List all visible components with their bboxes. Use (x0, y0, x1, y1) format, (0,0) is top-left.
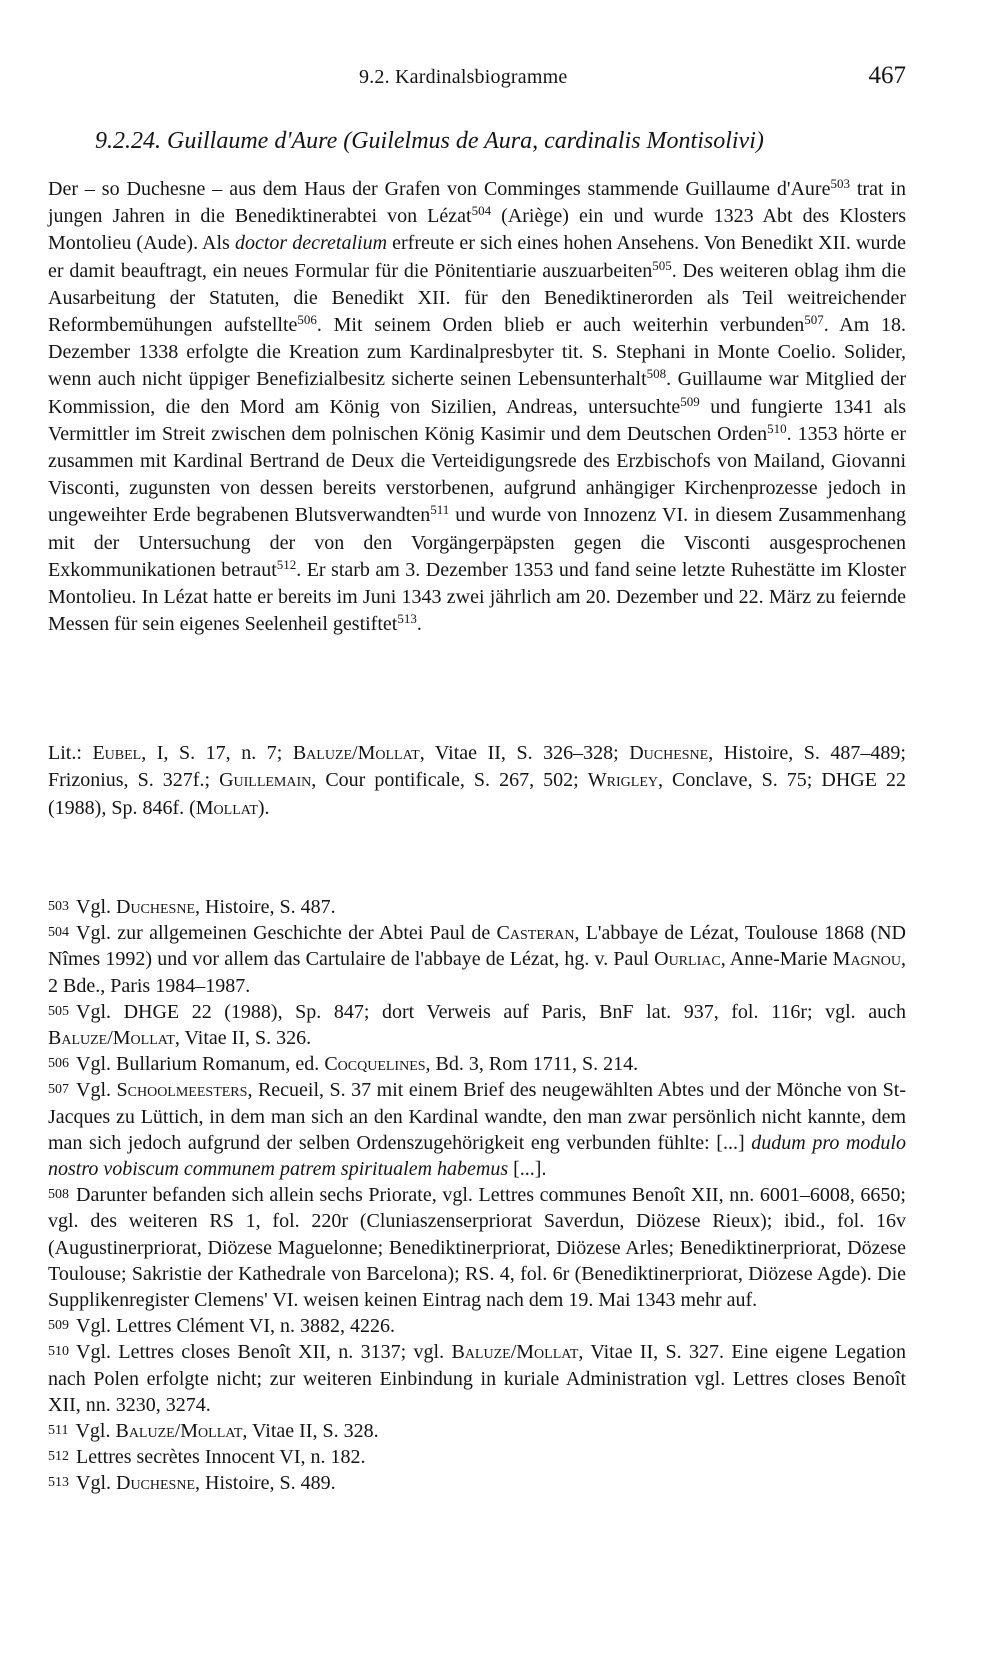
author-name: Duchesne (116, 1472, 196, 1495)
section-title: Guillaume d'Aure (Guilelmus de Aura, cardinalis Montisolivi) (167, 128, 764, 154)
literature-text: , Conclave, S. 75; DHGE 22 (1988), Sp. 846f. ( (48, 769, 906, 819)
footnote-list (48, 894, 906, 1497)
footnote-number: 507 (48, 1082, 69, 1098)
footnote-509 (48, 1313, 906, 1339)
footnote-ref-504[interactable]: 504 (471, 203, 492, 219)
author-name: Baluze/Mollat (451, 1341, 579, 1364)
author-name: Baluze/Mollat (48, 1027, 175, 1050)
body-text: . Am 18. Dezember 1338 erfolgte die Kreation zum Kardinalpresbyter tit. S. Stephani in Monte Coelio. Solider, wenn auch nicht üppiger Benefizialbesitz sicherte seinen Lebensunterhalt (48, 314, 906, 391)
author-name: Wrigley (587, 769, 658, 792)
literature-label: Lit.: (48, 742, 93, 764)
footnote-text: , Histoire, S. 487. (195, 896, 336, 918)
body-text: . (416, 613, 422, 636)
footnote-505 (48, 999, 906, 1051)
body-text: und wurde von Innozenz VI. in diesem Zusammenhang mit der Untersuchung der von den Vorgängerpäpsten gegen die Visconti ausgesprochenen Exkommunikationen betraut (48, 504, 906, 581)
footnote-number: 508 (48, 1187, 69, 1203)
author-name: Ourliac (654, 948, 721, 971)
body-text: . 1353 hörte er zusammen mit Kardinal Bertrand de Deux die Verteidigungsrede des Erzbischofs von Mailand, Giovanni Visconti, zugunsten von dessen bereits verstorbenen, aufgrund anhängiger Kirchenprozesse jedoch in ungeweihter Erde begrabenen Blutsverwandten (48, 422, 906, 527)
author-name: Guillemain (219, 769, 312, 792)
footnote-text: , Vitae II, S. 326. (174, 1027, 312, 1050)
footnote-text: Vgl. (76, 1079, 117, 1102)
body-paragraph (48, 176, 906, 638)
footnote-text: Vgl. Bullarium Romanum, ed. (76, 1053, 325, 1076)
author-name: Cocquelines (324, 1053, 426, 1076)
footnote-510 (48, 1339, 906, 1418)
latin-quote: dudum pro modulo nostro vobiscum communem patrem spiritualem habemus (48, 1131, 906, 1181)
footnote-number: 509 (48, 1318, 69, 1334)
footnote-text: , 2 Bde., Paris 1984–1987. (48, 948, 906, 997)
literature-text: , Vitae II, S. 326–328; (419, 742, 630, 764)
footnote-506 (48, 1051, 906, 1077)
footnote-number: 503 (48, 899, 69, 914)
body-text: trat in jungen Jahren in die Benediktinerabtei von Lézat (48, 178, 906, 228)
footnote-number: 504 (48, 925, 69, 941)
footnote-number: 505 (48, 1003, 69, 1019)
page-number: 467 (868, 62, 906, 89)
footnote-ref-510[interactable]: 510 (767, 420, 787, 436)
footnote-text: Vgl. (76, 1472, 116, 1495)
author-name: Baluze/Mollat (292, 742, 420, 764)
footnote-number: 506 (48, 1056, 69, 1072)
author-name: Mollat (195, 796, 258, 819)
footnote-text: , Histoire, S. 489. (195, 1472, 336, 1495)
footnote-ref-505[interactable]: 505 (652, 257, 672, 273)
literature-text: , I, S. 17, n. 7; (141, 742, 293, 764)
footnote-ref-513[interactable]: 513 (397, 611, 417, 627)
literature-paragraph (48, 740, 906, 822)
author-name: Eubel (92, 742, 142, 764)
running-title: 9.2. Kardinalsbiogramme (359, 66, 568, 88)
body-text: erfreute er sich eines hohen Ansehens. Von Benedikt XII. wurde er damit beauftragt, ein neues Formular für die Pönitentiarie auszuarbeiten (48, 232, 906, 282)
author-name: Duchesne (116, 896, 196, 918)
footnote-ref-508[interactable]: 508 (646, 366, 667, 382)
footnote-508 (48, 1182, 906, 1313)
footnote-text: , Recueil, S. 37 mit einem Brief des neugewählten Abtes und der Mönche von St-Jacques zu Lüttich, in dem man sich an den Kardinal wandte, den man zwar persönlich nicht kannte, dem man sich jedoch aufgrund der selben Ordenszugehörigkeit eng verbunden fühlte: [...] (48, 1079, 906, 1154)
author-name: Duchesne (629, 742, 709, 764)
author-name: Baluze/Mollat (115, 1420, 243, 1443)
body-text: . Des weiteren oblag ihm die Ausarbeitung der Statuten, die Benedikt XII. für den Benediktinerorden als Teil weitreichender Reformbemühungen aufstellte (48, 259, 906, 337)
footnote-503 (48, 894, 906, 920)
italic-term: doctor decretalium (234, 232, 388, 255)
author-name: Magnou (832, 948, 901, 971)
body-text: Der – so Duchesne – aus dem Haus der Grafen von Comminges stammende Guillaume d'Aure (48, 178, 831, 200)
section-heading (95, 128, 925, 155)
author-name: Casteran (496, 922, 575, 945)
section-number: 9.2.24. (95, 128, 161, 154)
footnote-text: Lettres secrètes Innocent VI, n. 182. (76, 1446, 366, 1469)
footnote-text: [...]. (508, 1158, 547, 1181)
footnote-ref-503[interactable]: 503 (830, 176, 850, 191)
footnote-text: , Bd. 3, Rom 1711, S. 214. (425, 1053, 639, 1076)
footnote-text: , Anne-Marie (720, 948, 833, 971)
footnote-text: Darunter befanden sich allein sechs Priorate, vgl. Lettres communes Benoît XII, nn. 6001–6008, 6650; vgl. des weiteren RS 1, fol. 220r (Cluniaszenserpriorat Saverdun, Diözese Rieux); ibid., fol. 16v (Augustinerpriorat, Diözese Maguelonne; Benediktinerpriorat, Diözese Arles; Benediktinerpriorat, Dözese Toulouse; Sakristie der Kathedrale von Barcelona); RS. 4, fol. 6r (Benediktinerpriorat, Diözese Agde). Die Supplikenregister Clemens' VI. weisen keinen Eintrag nach dem 19. Mai 1343 mehr auf. (48, 1184, 906, 1312)
footnote-number: 513 (48, 1475, 69, 1491)
footnote-text: Vgl. Lettres closes Benoît XII, n. 3137; vgl. (76, 1341, 452, 1364)
footnote-text: Vgl. zur allgemeinen Geschichte der Abtei Paul de (76, 922, 497, 945)
literature-text: , Histoire, S. 487–489; Frizonius, S. 327f.; (48, 742, 906, 792)
footnote-text: Vgl. Lettres Clément VI, n. 3882, 4226. (76, 1315, 396, 1338)
body-text: (Ariège) ein und wurde 1323 Abt des Klosters Montolieu (Aude). Als (48, 205, 906, 255)
footnote-text: , Vitae II, S. 327. Eine eigene Legation nach Polen erfolgte nicht; zur weiteren Einbindung in kuriale Administration vgl. Lettres closes Benoît XII, nn. 3230, 3274. (48, 1341, 906, 1416)
footnote-ref-509[interactable]: 509 (680, 393, 700, 409)
footnote-number: 512 (48, 1449, 69, 1465)
footnote-ref-507[interactable]: 507 (804, 312, 824, 328)
body-text: . Er starb am 3. Dezember 1353 und fand seine letzte Ruhestätte im Kloster Montolieu. In Lézat hatte er bereits im Juni 1343 zwei jährlich am 20. Dezember und 22. März zu feiernde Messen für sein eigenes Seelenheil gestiftet (48, 558, 907, 636)
footnote-504 (48, 920, 906, 999)
literature-text: , Cour pontificale, S. 267, 502; (311, 769, 588, 792)
footnote-512 (48, 1444, 906, 1470)
body-text: . Mit seinem Orden blieb er auch weiterhin verbunden (316, 314, 805, 337)
literature-text: ). (257, 796, 270, 819)
footnote-ref-511[interactable]: 511 (430, 502, 450, 518)
footnote-number: 510 (48, 1344, 69, 1360)
footnote-text: , Vitae II, S. 328. (242, 1420, 379, 1443)
footnote-text: Vgl. DHGE 22 (1988), Sp. 847; dort Verweis auf Paris, BnF lat. 937, fol. 116r; vgl. auch (76, 1000, 906, 1023)
footnote-text: , L'abbaye de Lézat, Toulouse 1868 (ND Nîmes 1992) und vor allem das Cartulaire de l'abbaye de Lézat, hg. v. Paul (48, 922, 906, 971)
footnote-511 (48, 1418, 906, 1444)
footnote-513 (48, 1470, 906, 1496)
body-text: . Guillaume war Mitglied der Kommission, die den Mord am König von Sizilien, Andreas, untersuchte (48, 368, 907, 418)
footnote-text: Vgl. (76, 896, 116, 918)
footnote-number: 511 (48, 1423, 69, 1439)
body-text: und fungierte 1341 als Vermittler im Streit zwischen dem polnischen König Kasimir und dem Deutschen Orden (48, 395, 906, 445)
footnote-ref-512[interactable]: 512 (276, 556, 297, 572)
author-name: Schoolmeesters (116, 1079, 248, 1102)
footnote-507 (48, 1077, 906, 1182)
footnote-text: Vgl. (75, 1420, 116, 1443)
running-header (48, 62, 906, 96)
footnote-ref-506[interactable]: 506 (297, 312, 317, 328)
